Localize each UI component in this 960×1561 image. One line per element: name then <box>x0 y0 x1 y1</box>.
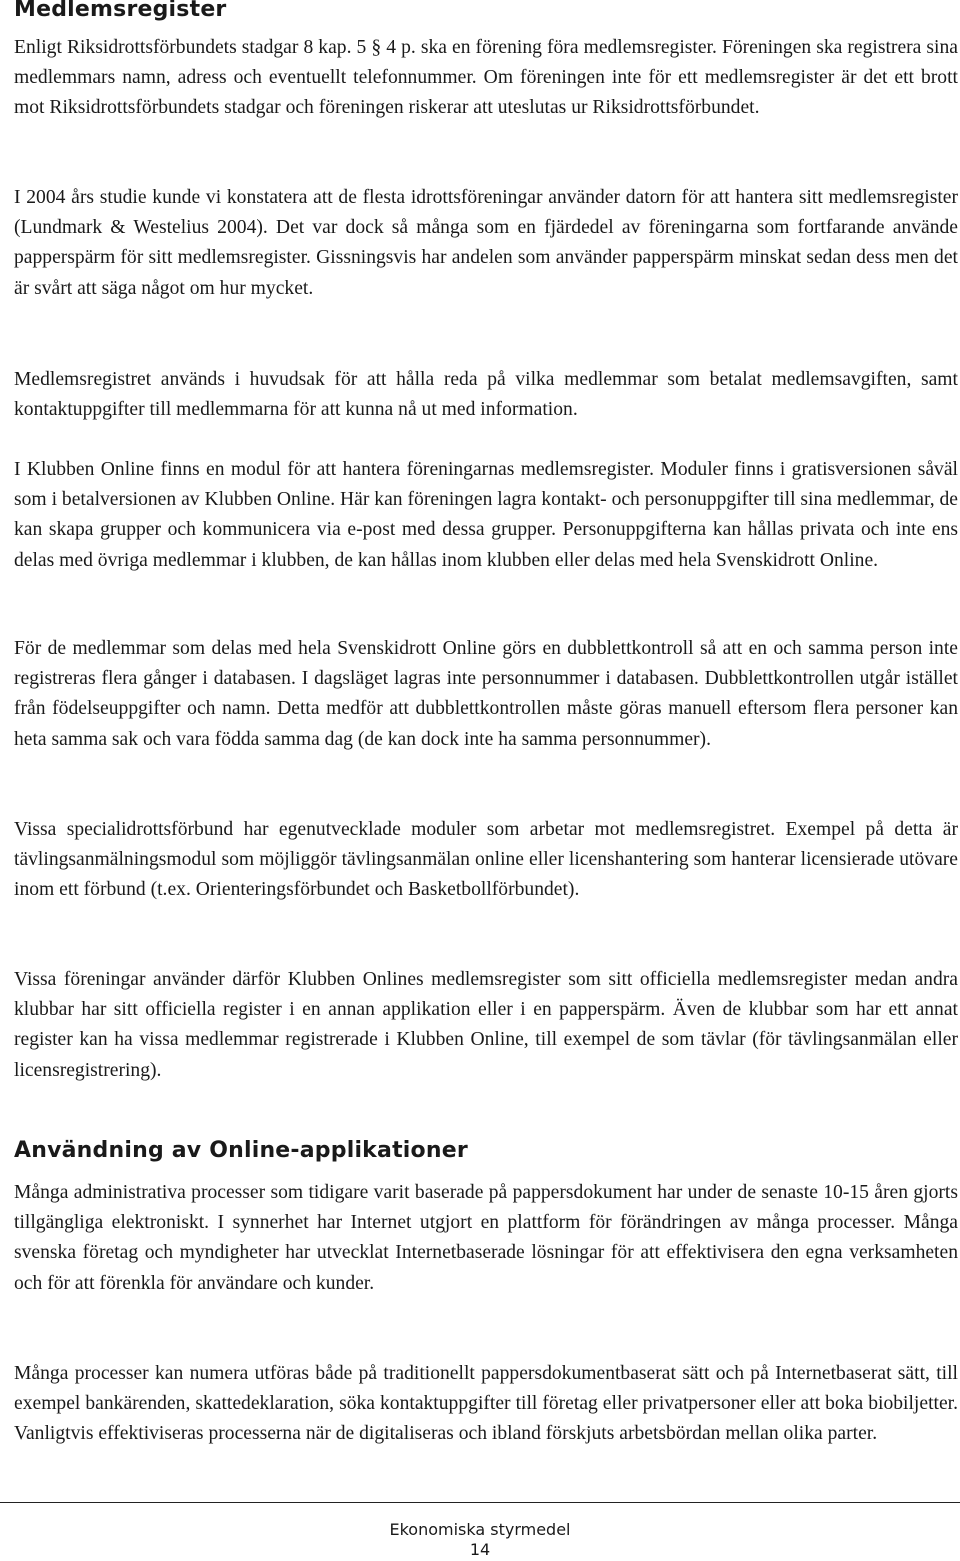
paragraph: Många processer kan numera utföras både på traditionellt pappersdokumentbaserat sätt och på Internetbaserat sätt, till exempel bankärenden, skattedeklaration, söka kontaktuppgifter till företag eller privatpersoner eller att boka biobiljetter. Vanligtvis effektiviseras processerna när de digitaliseras och ibland förskjuts arbetsbördan mellan olika parter. <box>14 1363 958 1445</box>
paragraph: Enligt Riksidrottsförbundets stadgar 8 kap. 5 § 4 p. ska en förening föra medlemsregister. Föreningen ska registrera sina medlemmars namn, adress och eventuellt telefonnummer. Om föreningen inte för ett medlemsregister är det ett brott mot Riksidrottsförbundets stadgar och föreningen riskerar att uteslutas ur Riksidrottsförbundet. <box>14 37 958 119</box>
section-heading-medlemsregister: Medlemsregister <box>14 0 227 22</box>
footer-title: Ekonomiska styrmedel <box>389 1520 571 1539</box>
paragraph: För de medlemmar som delas med hela Svenskidrott Online görs en dubblettkontroll så att en och samma person inte registreras flera gånger i databasen. I dagsläget lagras inte personnummer i databasen. Dubblettkontrollen utgår istället från födelseuppgifter och namn. Detta medför att dubblettkontrollen måste göras manuell eftersom flera personer kan heta samma sak och vara födda samma dag (de kan dock inte ha samma personnummer). <box>14 638 958 750</box>
paragraph: I Klubben Online finns en modul för att hantera föreningarnas medlemsregister. Moduler finns i gratisversionen såväl som i betalversionen av Klubben Online. Här kan föreningen lagra kontakt- och personuppgifter till sina medlemmar, de kan skapa grupper och kommunicera via e-post med dessa grupper. Personuppgifterna kan hållas privata och inte ens delas med övriga medlemmar i klubben, de kan hållas inom klubben eller delas med hela Svenskidrott Online. <box>14 459 958 571</box>
paragraph: I 2004 års studie kunde vi konstatera att de flesta idrottsföreningar använder datorn för att hantera sitt medlemsregister (Lundmark & Westelius 2004). Det var dock så många som en fjärdedel av föreningarna som fortfarande använde papperspärm för sitt medlemsregister. Gissningsvis har andelen som använder papperspärm minskat sedan dess men det är svårt att säga något om hur mycket. <box>14 187 958 299</box>
paragraph: Medlemsregistret används i huvudsak för att hålla reda på vilka medlemmar som betalat medlemsavgiften, samt kontaktuppgifter till medlemmarna för att kunna nå ut med information. <box>14 369 958 421</box>
page-number: 14 <box>469 1540 491 1559</box>
footer-divider <box>0 1502 960 1503</box>
paragraph: Vissa specialidrottsförbund har egenutvecklade moduler som arbetar mot medlemsregistret. Exempel på detta är tävlingsanmälningsmodul som möjliggör tävlingsanmälan online eller licenshantering som hanterar licensierade utövare inom ett förbund (t.ex. Orienteringsförbundet och Basketbollförbundet). <box>14 819 958 901</box>
paragraph: Vissa föreningar använder därför Klubben Onlines medlemsregister som sitt officiella medlemsregister medan andra klubbar har sitt officiella register i en annan applikation eller i en papperspärm. Även de klubbar som har ett annat register kan ha vissa medlemmar registrerade i Klubben Online, till exempel de som tävlar (för tävlingsanmälan eller licensregistrering). <box>14 969 958 1081</box>
section-heading-online-applikationer: Användning av Online-applikationer <box>14 1138 468 1163</box>
paragraph: Många administrativa processer som tidigare varit baserade på pappersdokument har under de senaste 10-15 åren gjorts tillgängliga elektroniskt. I synnerhet har Internet utgjort en plattform för förändringen av många processer. Många svenska företag och myndigheter har utvecklat Internetbaserade lösningar för att effektivisera den egna verksamheten och för att förenkla för användare och kunder. <box>14 1182 958 1294</box>
